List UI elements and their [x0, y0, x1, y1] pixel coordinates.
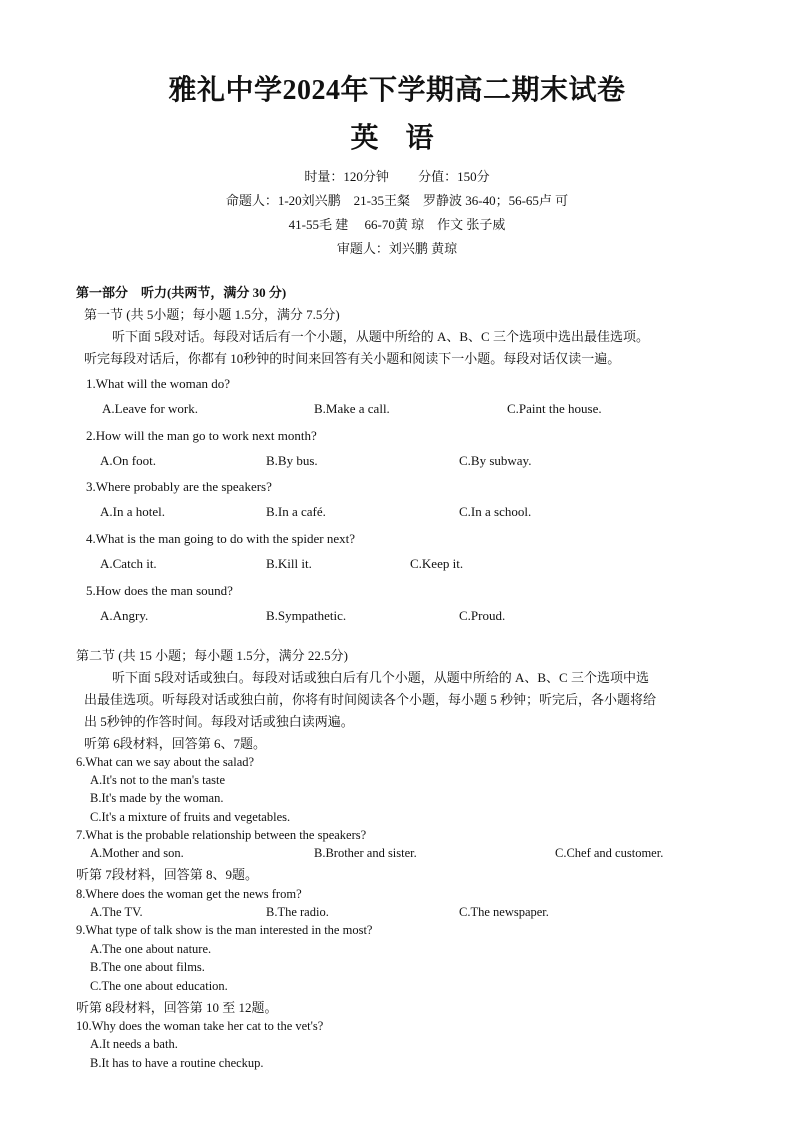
question-5: 5.How does the man sound? [86, 583, 233, 598]
section1-instr-1: 听下面 5段对话。每段对话后有一个小题，从题中所给的 A、B、C 三个选项中选出最佳选项。 [112, 329, 649, 344]
option-4b: B.Kill it. [266, 556, 312, 571]
part1-heading: 第一部分 听力(共两节，满分 30 分) [76, 285, 287, 300]
section2-heading: 第二节 (共 15 小题；每小题 1.5分，满分 22.5分) [76, 648, 348, 663]
option-7a: A.Mother and son. [90, 846, 184, 860]
option-6b: B.It's made by the woman. [90, 791, 224, 805]
option-5b: B.Sympathetic. [266, 608, 347, 623]
question-7: 7.What is the probable relationship between the speakers? [76, 828, 367, 842]
authors-line-1: 命题人：1-20刘兴鹏 21-35王粲 罗静波 36-40；56-65卢 可 [225, 193, 569, 208]
option-3b: B.In a café. [266, 504, 326, 519]
option-5c: C.Proud. [459, 608, 506, 623]
option-5a: A.Angry. [100, 608, 149, 623]
option-8a: A.The TV. [90, 905, 143, 919]
option-9c: C.The one about education. [90, 979, 228, 993]
section2-instr-3: 出 5秒钟的作答时间。每段对话或独白读两遍。 [84, 714, 354, 729]
option-6c: C.It's a mixture of fruits and vegetables. [90, 810, 291, 824]
exam-title: 雅礼中学2024年下学期高二期末试卷 [168, 75, 626, 106]
material-7-note: 听第 7段材料，回答第 8、9题。 [76, 867, 259, 882]
question-8: 8.Where does the woman get the news from? [76, 887, 302, 901]
question-4: 4.What is the man going to do with the spider next? [86, 531, 355, 546]
authors-line-2: 41-55毛 建 66-70黄 琼 作文 张子威 [288, 217, 506, 232]
section2-instr-2: 出最佳选项。听每段对话或独白前，你将有时间阅读各个小题，每小题 5 秒钟；听完后，各小题将给 [84, 692, 657, 707]
question-2: 2.How will the man go to work next month? [86, 428, 317, 443]
option-2b: B.By bus. [266, 453, 318, 468]
option-4c: C.Keep it. [410, 556, 464, 571]
option-1a: A.Leave for work. [102, 401, 199, 416]
option-6a: A.It's not to the man's taste [90, 773, 226, 787]
option-7b: B.Brother and sister. [314, 846, 417, 860]
option-1c: C.Paint the house. [507, 401, 602, 416]
section2-instr-1: 听下面 5段对话或独白。每段对话或独白后有几个小题，从题中所给的 A、B、C 三个选项中选 [112, 670, 649, 685]
option-7c: C.Chef and customer. [555, 846, 664, 860]
option-8c: C.The newspaper. [459, 905, 549, 919]
subject-title: 英 语 [350, 123, 444, 154]
option-1b: B.Make a call. [314, 401, 390, 416]
option-3a: A.In a hotel. [100, 504, 165, 519]
option-9a: A.The one about nature. [90, 942, 212, 956]
question-3: 3.Where probably are the speakers? [86, 479, 272, 494]
question-10: 10.Why does the woman take her cat to the vet's? [76, 1019, 324, 1033]
option-10b: B.It has to have a routine checkup. [90, 1056, 264, 1070]
option-8b: B.The radio. [266, 905, 329, 919]
question-1: 1.What will the woman do? [86, 376, 231, 391]
option-9b: B.The one about films. [90, 960, 205, 974]
option-2c: C.By subway. [459, 453, 532, 468]
question-6: 6.What can we say about the salad? [76, 755, 255, 769]
option-2a: A.On foot. [100, 453, 156, 468]
material-8-note: 听第 8段材料，回答第 10 至 12题。 [76, 1000, 278, 1015]
material-6-note: 听第 6段材料，回答第 6、7题。 [84, 736, 267, 751]
time-score: 时量：120分钟 分值：150分 [304, 169, 490, 184]
section1-heading: 第一节 (共 5小题；每小题 1.5分，满分 7.5分) [84, 307, 340, 322]
section1-instr-2: 听完每段对话后，你都有 10秒钟的时间来回答有关小题和阅读下一小题。每段对话仅读一遍。 [84, 351, 621, 366]
question-9: 9.What type of talk show is the man interested in the most? [76, 923, 373, 937]
option-3c: C.In a school. [459, 504, 532, 519]
reviewers: 审题人：刘兴鹏 黄琼 [336, 241, 458, 256]
option-10a: A.It needs a bath. [90, 1037, 178, 1051]
option-4a: A.Catch it. [100, 556, 157, 571]
